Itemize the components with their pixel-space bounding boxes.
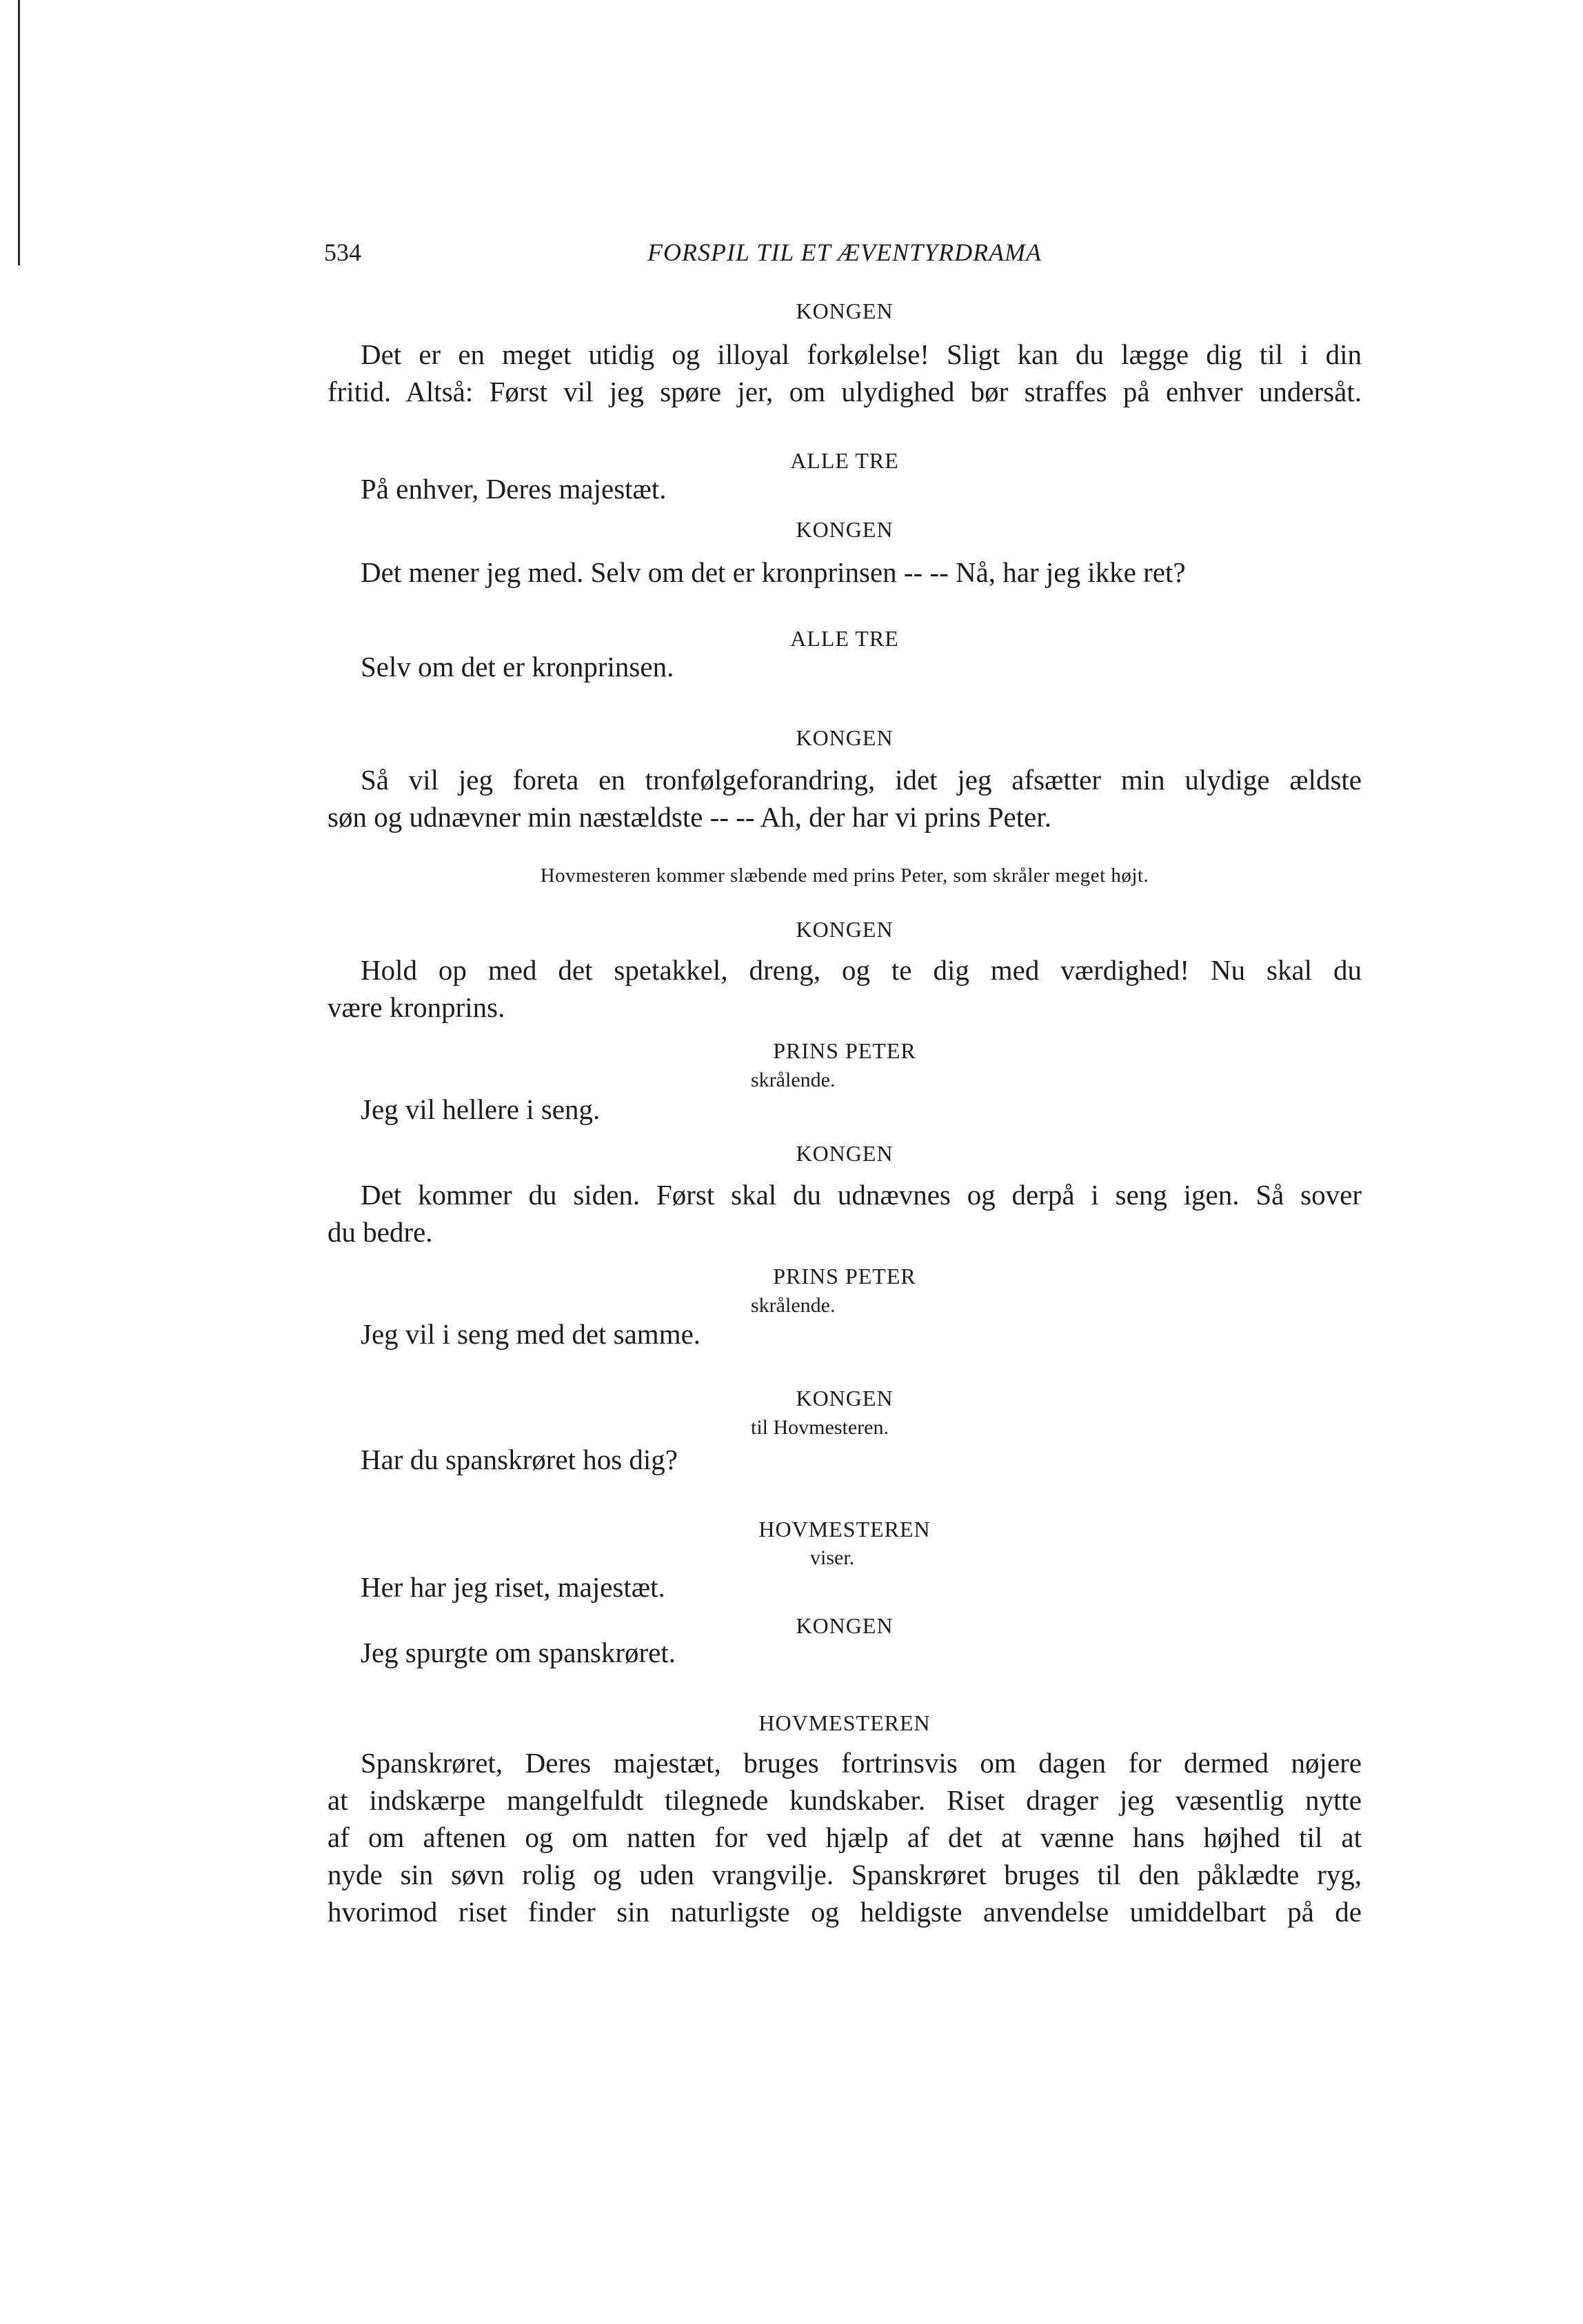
speech-text: [327, 1091, 1362, 1128]
speech-line: Jeg vil i seng med det samme.: [361, 1318, 701, 1350]
speech-line: Har du spanskrøret hos dig?: [361, 1444, 678, 1475]
speaker-name: KONGEN: [796, 1613, 894, 1638]
speech-text: [327, 1634, 1362, 1671]
speech-text: [327, 470, 1362, 507]
speech-text: [327, 951, 1362, 1026]
stage-aside: til Hovmesteren.: [751, 1416, 889, 1439]
speech-line: fritid. Altså: Først vil jeg spøre jer, om ulydighed bør straffes på enhver undersåt.: [327, 376, 1362, 407]
speech-line: hvorimod riset finder sin naturligste og heldigste anvendelse umiddelbart på de: [327, 1896, 1362, 1928]
speech-line: Det kommer du siden. Først skal du udnævnes og derpå i seng igen. Så sover: [361, 1179, 1362, 1211]
speaker-name: HOVMESTEREN: [758, 1517, 931, 1542]
speech-line: nyde sin søvn rolig og uden vrangvilje. Spanskrøret bruges til den påklædte ryg,: [327, 1859, 1362, 1890]
speech-line: af om aftenen og om natten for ved hjælp af det at vænne hans højhed til at: [327, 1821, 1362, 1853]
speech-line: Her har jeg riset, majestæt.: [361, 1571, 665, 1603]
speech-line: søn og udnævner min næstældste -- -- Ah, der har vi prins Peter.: [327, 801, 1051, 833]
speaker-name: KONGEN: [796, 725, 894, 750]
speech-line: Det er en meget utidig og illoyal forkølelse! Sligt kan du lægge dig til i din: [361, 339, 1362, 370]
speech-text: [327, 1568, 1362, 1606]
speech-line: Så vil jeg foreta en tronfølgeforandring, idet jeg afsætter min ulydige ældste: [361, 764, 1362, 796]
speech-line: Jeg spurgte om spanskrøret.: [361, 1637, 676, 1668]
page-edge-line: [18, 0, 20, 265]
speech-text: [327, 648, 1362, 685]
speaker-name: KONGEN: [796, 1141, 894, 1166]
speaker-name: KONGEN: [796, 517, 894, 542]
stage-aside: skrålende.: [751, 1294, 836, 1317]
running-title: FORSPIL TIL ET ÆVENTYRDRAMA: [647, 239, 1042, 266]
page-header: [324, 238, 1365, 272]
speech-line: På enhver, Deres majestæt.: [361, 473, 667, 505]
speech-line: Spanskrøret, Deres majestæt, bruges fortrinsvis om dagen for dermed nøjere: [361, 1747, 1362, 1779]
page-number: 534: [324, 239, 361, 266]
speaker-name: ALLE TRE: [790, 448, 899, 473]
speaker-name: KONGEN: [796, 1386, 894, 1411]
speech-text: [327, 336, 1362, 410]
speaker-name: PRINS PETER: [773, 1264, 916, 1289]
speech-line: Det mener jeg med. Selv om det er kronprinsen -- -- Nå, har jeg ikke ret?: [361, 556, 1186, 588]
speaker-name: PRINS PETER: [773, 1038, 916, 1063]
speech-text: [327, 1176, 1362, 1251]
speech-text: [327, 761, 1362, 836]
stage-aside: skrålende.: [751, 1069, 836, 1091]
speech-text: [327, 1441, 1362, 1478]
speech-line: at indskærpe mangelfuldt tilegnede kundskaber. Riset drager jeg væsentlig nytte: [327, 1784, 1362, 1816]
speech-line: Hold op med det spetakkel, dreng, og te dig med værdighed! Nu skal du: [361, 954, 1362, 986]
speech-text: [327, 1744, 1362, 1930]
speech-text: [327, 554, 1362, 591]
speaker-name: KONGEN: [796, 917, 894, 942]
speech-line: Jeg vil hellere i seng.: [361, 1093, 601, 1125]
speech-line: være kronprins.: [327, 991, 505, 1023]
stage-aside: viser.: [810, 1546, 855, 1569]
speech-line: du bedre.: [327, 1216, 433, 1248]
speaker-name: HOVMESTEREN: [758, 1710, 931, 1735]
speech-line: Selv om det er kronprinsen.: [361, 651, 674, 683]
speech-text: [327, 1315, 1362, 1353]
speaker-name: ALLE TRE: [790, 626, 899, 651]
stage-direction: Hovmesteren kommer slæbende med prins Peter, som skråler meget højt.: [540, 865, 1149, 887]
speaker-name: KONGEN: [796, 299, 894, 323]
